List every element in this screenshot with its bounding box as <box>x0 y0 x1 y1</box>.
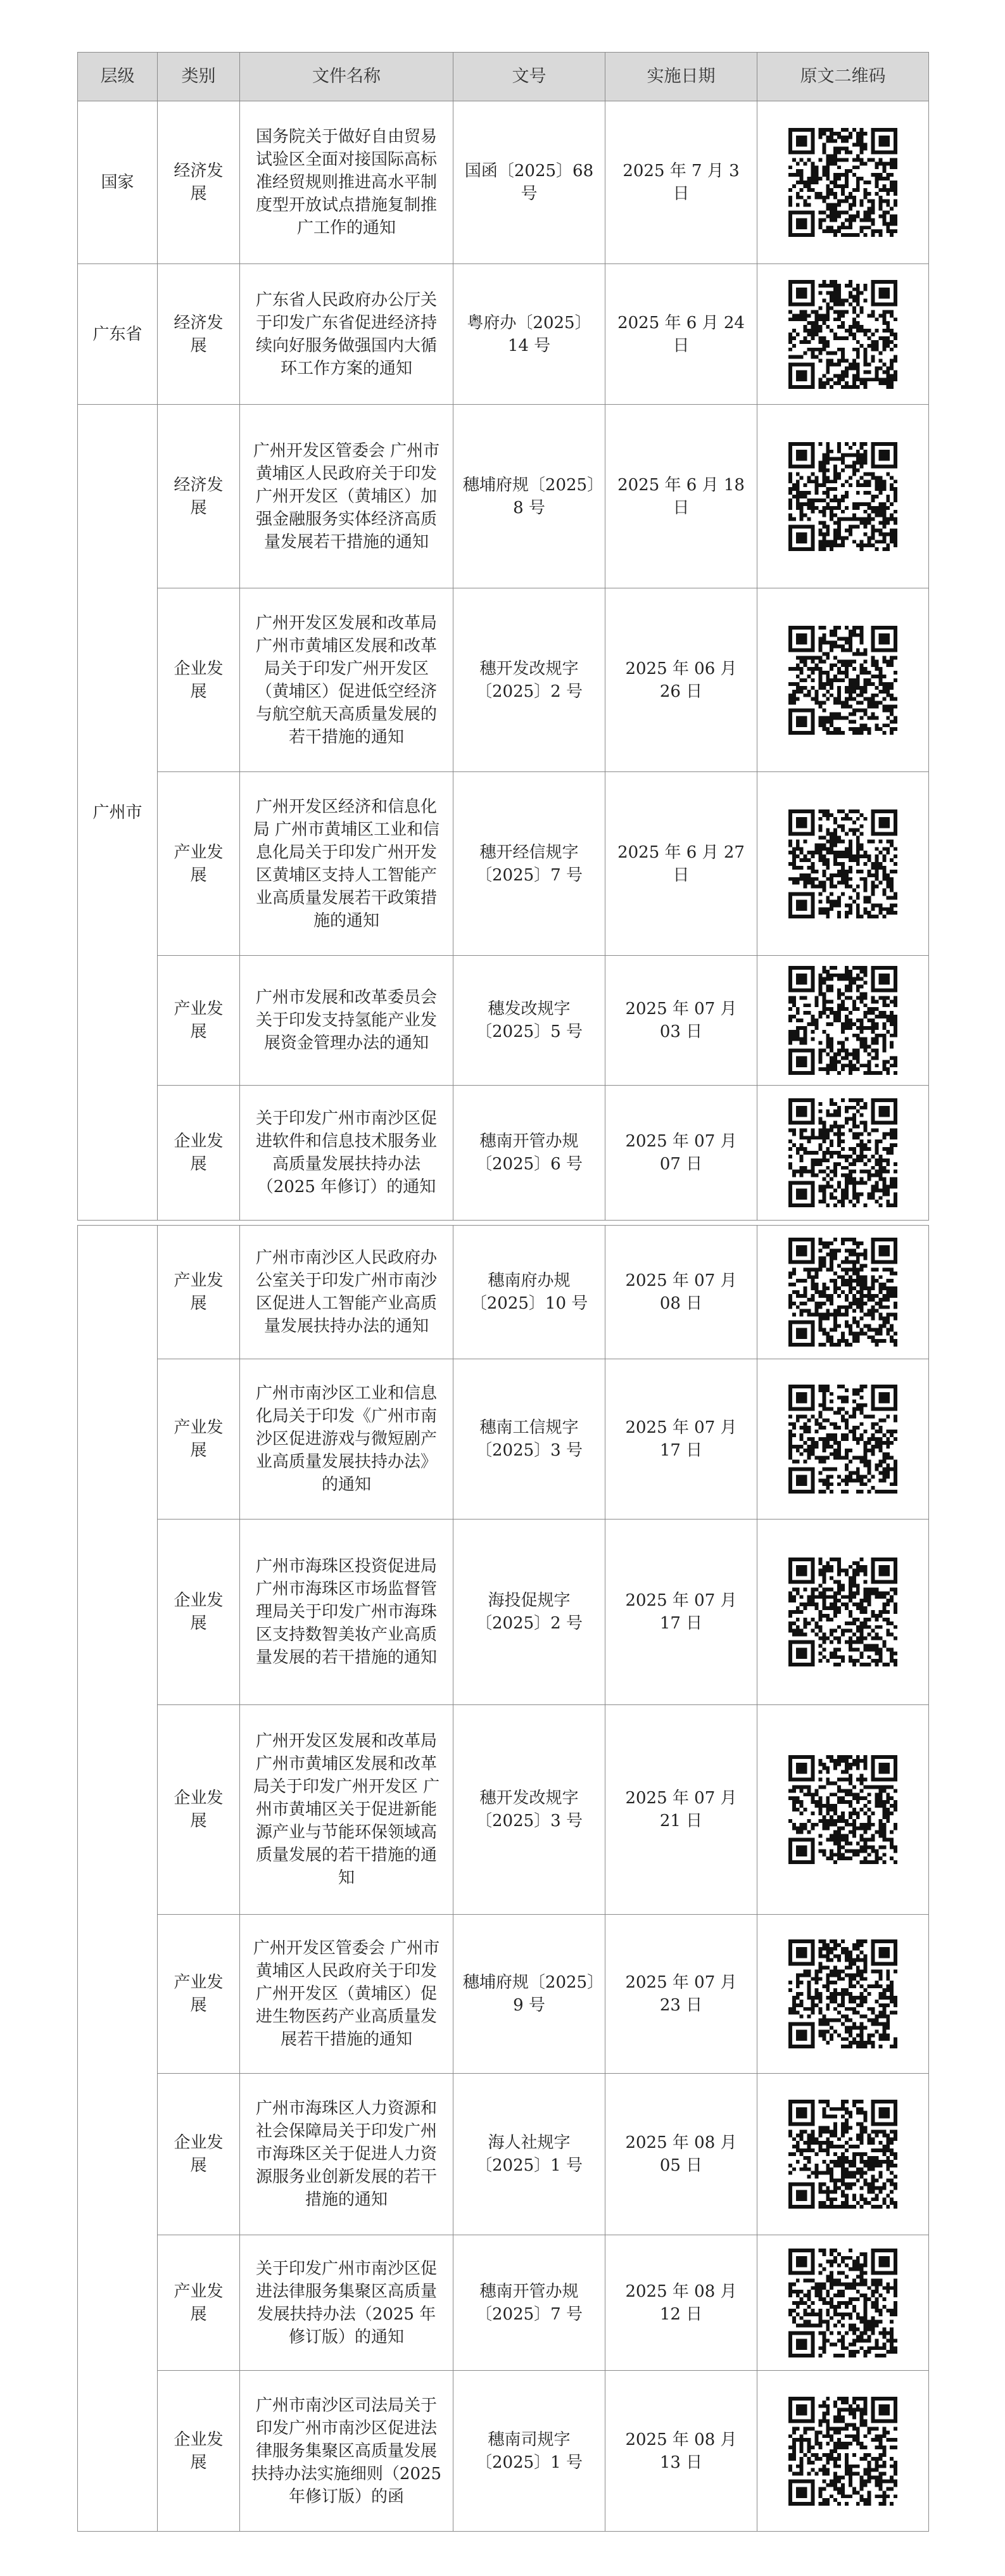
doc-number-cell: 穗开经信规字〔2025〕7 号 <box>453 772 605 956</box>
doc-name-cell: 广州开发区发展和改革局 广州市黄埔区发展和改革局关于印发广州开发区 广州市黄埔区关于促进新能源产业与节能环保领域高质量发展的若干措施的通知 <box>240 1705 453 1915</box>
doc-name-cell: 国务院关于做好自由贸易试验区全面对接国际高标准经贸规则推进高水平制度型开放试点措施复制推广工作的通知 <box>240 101 453 264</box>
effective-date-cell: 2025 年 07 月 03 日 <box>605 956 757 1086</box>
category-cell: 产业发展 <box>158 1359 240 1520</box>
effective-date-cell: 2025 年 6 月 27 日 <box>605 772 757 956</box>
qr-code-icon[interactable] <box>785 806 901 922</box>
table-row <box>78 1705 929 1915</box>
doc-name-cell: 广州开发区管委会 广州市黄埔区人民政府关于印发广州开发区（黄埔区）促进生物医药产业高质量发展若干措施的通知 <box>240 1915 453 2074</box>
qr-cell <box>757 2074 929 2235</box>
header-doc-number: 文号 <box>453 53 605 101</box>
effective-date-cell: 2025 年 6 月 24 日 <box>605 264 757 405</box>
category-cell: 企业发展 <box>158 588 240 772</box>
effective-date-cell: 2025 年 07 月 17 日 <box>605 1520 757 1705</box>
category-cell: 产业发展 <box>158 956 240 1086</box>
qr-cell <box>757 1359 929 1520</box>
effective-date-cell: 2025 年 08 月 12 日 <box>605 2235 757 2371</box>
category-cell: 产业发展 <box>158 772 240 956</box>
table-row <box>78 1359 929 1520</box>
doc-number-cell: 穗南府办规〔2025〕10 号 <box>453 1226 605 1359</box>
qr-code-icon[interactable] <box>785 1094 901 1211</box>
qr-code-icon[interactable] <box>785 1381 901 1497</box>
header-qr-code: 原文二维码 <box>757 53 929 101</box>
doc-name-cell: 关于印发广州市南沙区促进法律服务集聚区高质量发展扶持办法（2025 年修订版）的通知 <box>240 2235 453 2371</box>
qr-code-icon[interactable] <box>785 276 901 393</box>
category-cell: 企业发展 <box>158 1086 240 1221</box>
doc-name-cell: 广州市南沙区司法局关于印发广州市南沙区促进法律服务集聚区高质量发展扶持办法实施细则（2025 年修订版）的函 <box>240 2371 453 2532</box>
doc-number-cell: 穗南开管办规〔2025〕7 号 <box>453 2235 605 2371</box>
qr-code-icon[interactable] <box>785 1751 901 1868</box>
doc-number-cell: 海人社规字〔2025〕1 号 <box>453 2074 605 2235</box>
doc-number-cell: 穗开发改规字〔2025〕3 号 <box>453 1705 605 1915</box>
doc-name-cell: 广东省人民政府办公厅关于印发广东省促进经济持续向好服务做强国内大循环工作方案的通知 <box>240 264 453 405</box>
doc-number-cell: 海投促规字〔2025〕2 号 <box>453 1520 605 1705</box>
doc-name-cell: 广州市海珠区投资促进局 广州市海珠区市场监督管理局关于印发广州市海珠区支持数智美妆产业高质量发展的若干措施的通知 <box>240 1520 453 1705</box>
level-cell: 国家 <box>78 101 158 264</box>
qr-cell <box>757 1915 929 2074</box>
header-level: 层级 <box>78 53 158 101</box>
qr-cell <box>757 1705 929 1915</box>
qr-cell <box>757 264 929 405</box>
table-header-row <box>78 53 929 101</box>
table-row <box>78 1915 929 2074</box>
doc-number-cell: 穗埔府规〔2025〕9 号 <box>453 1915 605 2074</box>
qr-code-icon[interactable] <box>785 1936 901 2052</box>
effective-date-cell: 2025 年 07 月 23 日 <box>605 1915 757 2074</box>
table-row <box>78 956 929 1086</box>
qr-code-icon[interactable] <box>785 124 901 241</box>
qr-cell <box>757 1520 929 1705</box>
table-row <box>78 2074 929 2235</box>
doc-name-cell: 广州市南沙区人民政府办公室关于印发广州市南沙区促进人工智能产业高质量发展扶持办法的通知 <box>240 1226 453 1359</box>
category-cell: 产业发展 <box>158 1226 240 1359</box>
doc-number-cell: 国函〔2025〕68 号 <box>453 101 605 264</box>
doc-number-cell: 穗发改规字〔2025〕5 号 <box>453 956 605 1086</box>
effective-date-cell: 2025 年 07 月 17 日 <box>605 1359 757 1520</box>
category-cell: 企业发展 <box>158 1520 240 1705</box>
category-cell: 企业发展 <box>158 2074 240 2235</box>
qr-cell <box>757 405 929 588</box>
qr-code-icon[interactable] <box>785 962 901 1079</box>
effective-date-cell: 2025 年 07 月 21 日 <box>605 1705 757 1915</box>
doc-number-cell: 穗南司规字〔2025〕1 号 <box>453 2371 605 2532</box>
table-row <box>78 1086 929 1221</box>
table-row <box>78 1520 929 1705</box>
qr-code-icon[interactable] <box>785 438 901 555</box>
doc-name-cell: 广州开发区经济和信息化局 广州市黄埔区工业和信息化局关于印发广州开发区黄埔区支持人工智能产业高质量发展若干政策措施的通知 <box>240 772 453 956</box>
doc-number-cell: 穗南工信规字〔2025〕3 号 <box>453 1359 605 1520</box>
header-category: 类别 <box>158 53 240 101</box>
category-cell: 经济发展 <box>158 405 240 588</box>
doc-name-cell: 关于印发广州市南沙区促进软件和信息技术服务业高质量发展扶持办法（2025 年修订）的通知 <box>240 1086 453 1221</box>
doc-name-cell: 广州开发区管委会 广州市黄埔区人民政府关于印发广州开发区（黄埔区）加强金融服务实体经济高质量发展若干措施的通知 <box>240 405 453 588</box>
qr-code-icon[interactable] <box>785 1234 901 1350</box>
qr-code-icon[interactable] <box>785 2096 901 2212</box>
category-cell: 产业发展 <box>158 1915 240 2074</box>
doc-name-cell: 广州开发区发展和改革局 广州市黄埔区发展和改革局关于印发广州开发区（黄埔区）促进低空经济与航空航天高质量发展的若干措施的通知 <box>240 588 453 772</box>
table-row <box>78 264 929 405</box>
category-cell: 经济发展 <box>158 264 240 405</box>
qr-cell <box>757 1226 929 1359</box>
qr-code-icon[interactable] <box>785 1554 901 1670</box>
qr-code-icon[interactable] <box>785 2245 901 2361</box>
qr-cell <box>757 2371 929 2532</box>
policy-table-1 <box>77 52 929 1221</box>
doc-number-cell: 穗开发改规字〔2025〕2 号 <box>453 588 605 772</box>
doc-name-cell: 广州市海珠区人力资源和社会保障局关于印发广州市海珠区关于促进人力资源服务业创新发展的若干措施的通知 <box>240 2074 453 2235</box>
table-row <box>78 2371 929 2532</box>
effective-date-cell: 2025 年 08 月 13 日 <box>605 2371 757 2532</box>
qr-cell <box>757 2235 929 2371</box>
effective-date-cell: 2025 年 7 月 3 日 <box>605 101 757 264</box>
effective-date-cell: 2025 年 6 月 18 日 <box>605 405 757 588</box>
level-cell: 广州市 <box>78 405 158 1221</box>
table-row <box>78 588 929 772</box>
qr-cell <box>757 1086 929 1221</box>
table-row <box>78 101 929 264</box>
header-doc-name: 文件名称 <box>240 53 453 101</box>
effective-date-cell: 2025 年 07 月 08 日 <box>605 1226 757 1359</box>
level-cell: 广东省 <box>78 264 158 405</box>
qr-cell <box>757 956 929 1086</box>
table-row <box>78 2235 929 2371</box>
table-row <box>78 405 929 588</box>
category-cell: 企业发展 <box>158 2371 240 2532</box>
table-row <box>78 1226 929 1359</box>
effective-date-cell: 2025 年 08 月 05 日 <box>605 2074 757 2235</box>
qr-code-icon[interactable] <box>785 2393 901 2509</box>
category-cell: 企业发展 <box>158 1705 240 1915</box>
doc-number-cell: 粤府办〔2025〕14 号 <box>453 264 605 405</box>
qr-code-icon[interactable] <box>785 622 901 739</box>
effective-date-cell: 2025 年 06 月 26 日 <box>605 588 757 772</box>
category-cell: 经济发展 <box>158 101 240 264</box>
doc-name-cell: 广州市发展和改革委员会关于印发支持氢能产业发展资金管理办法的通知 <box>240 956 453 1086</box>
table-row <box>78 772 929 956</box>
header-effective-date: 实施日期 <box>605 53 757 101</box>
doc-name-cell: 广州市南沙区工业和信息化局关于印发《广州市南沙区促进游戏与微短剧产业高质量发展扶持办法》的通知 <box>240 1359 453 1520</box>
effective-date-cell: 2025 年 07 月 07 日 <box>605 1086 757 1221</box>
qr-cell <box>757 101 929 264</box>
level-cell-empty <box>78 1226 158 2532</box>
qr-cell <box>757 772 929 956</box>
doc-number-cell: 穗埔府规〔2025〕8 号 <box>453 405 605 588</box>
policy-table-2 <box>77 1225 929 2532</box>
doc-number-cell: 穗南开管办规〔2025〕6 号 <box>453 1086 605 1221</box>
category-cell: 产业发展 <box>158 2235 240 2371</box>
qr-cell <box>757 588 929 772</box>
